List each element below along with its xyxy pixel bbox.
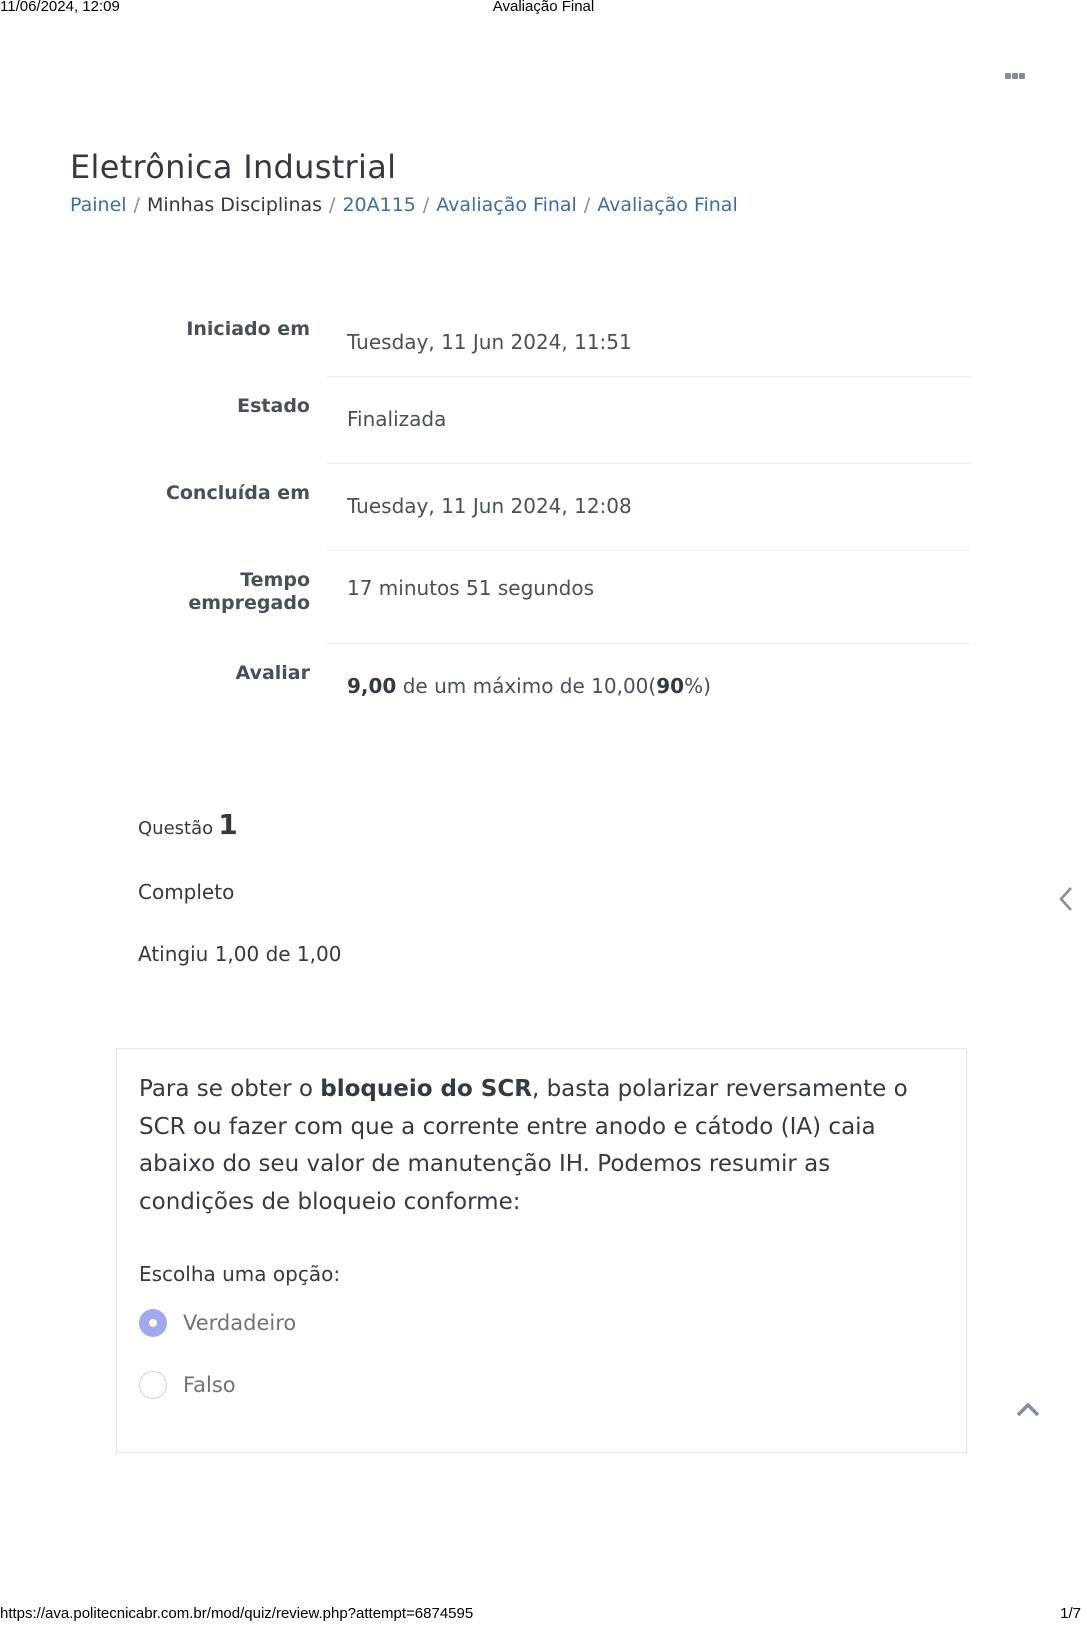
summary-row-state	[120, 377, 970, 464]
breadcrumb-separator: /	[422, 194, 430, 216]
question-number	[138, 808, 238, 841]
page-title: Eletrônica Industrial	[70, 148, 397, 186]
state-value: Finalizada	[327, 377, 970, 464]
print-page-title: Avaliação Final	[492, 0, 595, 15]
time-label-line2: empregado	[188, 591, 310, 614]
question-text-bold: bloqueio do SCR	[320, 1076, 532, 1102]
time-label	[120, 551, 310, 644]
print-url: https://ava.politecnicabr.com.br/mod/quiz/review.php?attempt=6874595	[0, 1605, 474, 1622]
option-label: Verdadeiro	[183, 1311, 297, 1335]
more-icon[interactable]	[1005, 64, 1029, 76]
state-label: Estado	[237, 395, 310, 417]
attempt-summary-table	[120, 300, 970, 731]
chevron-up-icon[interactable]	[1015, 1400, 1041, 1418]
grade-score: 9,00	[347, 674, 397, 698]
summary-row-time	[120, 551, 970, 644]
breadcrumb-course-code[interactable]: 20A115	[342, 194, 416, 216]
question-text-rest: , basta polarizar reversamente o SCR ou fazer com que a corrente entre anodo e cátodo (IA) caia abaixo do seu valor de manutenção IH. Podemos resumir as condições de bloqueio conforme:	[139, 1076, 908, 1215]
time-label-line1: Tempo	[240, 569, 310, 591]
summary-row-completed	[120, 464, 970, 551]
print-footer	[0, 1605, 1087, 1623]
question-label: Questão	[138, 818, 214, 839]
breadcrumb-minhas-disciplinas: Minhas Disciplinas	[146, 194, 323, 216]
completed-value: Tuesday, 11 Jun 2024, 12:08	[327, 464, 970, 551]
question-number-value: 1	[218, 808, 238, 841]
started-value: Tuesday, 11 Jun 2024, 11:51	[327, 300, 970, 377]
print-page-number: 1/7	[1060, 1605, 1081, 1622]
grade-text: de um máximo de 10,00(	[396, 674, 657, 698]
breadcrumb-separator: /	[583, 194, 591, 216]
grade-suffix: %)	[684, 674, 711, 698]
question-state: Completo	[138, 880, 235, 904]
choice-prompt: Escolha uma opção:	[139, 1262, 341, 1286]
option-label: Falso	[183, 1373, 236, 1397]
breadcrumb	[70, 194, 738, 216]
grade-percent: 90	[656, 674, 685, 698]
breadcrumb-avaliacao-section[interactable]: Avaliação Final	[436, 194, 577, 216]
started-label: Iniciado em	[186, 318, 310, 340]
grade-value	[327, 644, 970, 731]
option-falso[interactable]	[139, 1371, 236, 1399]
breadcrumb-painel[interactable]: Painel	[70, 194, 127, 216]
radio-unselected[interactable]	[139, 1371, 167, 1399]
question-text-start: Para se obter o	[139, 1076, 321, 1102]
question-text	[139, 1071, 929, 1221]
summary-row-started	[120, 300, 970, 377]
print-header	[0, 0, 1087, 16]
chevron-left-icon[interactable]	[1058, 885, 1074, 913]
question-grade: Atingiu 1,00 de 1,00	[138, 942, 342, 966]
breadcrumb-avaliacao-quiz[interactable]: Avaliação Final	[597, 194, 738, 216]
summary-row-grade	[120, 644, 970, 731]
breadcrumb-separator: /	[329, 194, 336, 216]
completed-label: Concluída em	[165, 482, 310, 504]
time-value: 17 minutos 51 segundos	[327, 551, 970, 644]
option-verdadeiro[interactable]	[139, 1309, 296, 1337]
question-content-box	[116, 1048, 967, 1453]
breadcrumb-separator: /	[133, 194, 140, 216]
radio-selected[interactable]	[139, 1309, 167, 1337]
print-datetime: 11/06/2024, 12:09	[0, 0, 120, 15]
grade-label: Avaliar	[235, 662, 310, 684]
